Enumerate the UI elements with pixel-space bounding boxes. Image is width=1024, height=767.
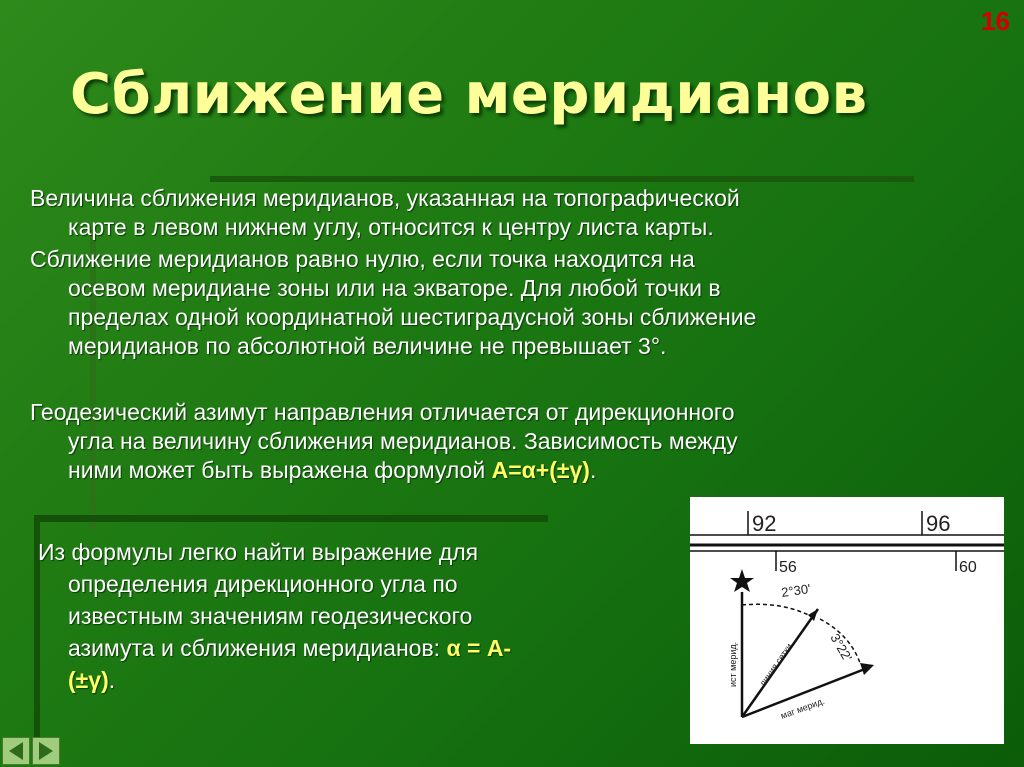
- label-angle-1: 2°30': [780, 581, 812, 600]
- paragraph-3-line-3-text: ними может быть выражена формулой: [68, 457, 492, 483]
- paragraph-2-line-2: осевом меридиане зоны или на экваторе. Для любой точки в: [68, 275, 721, 301]
- star-icon: [730, 569, 754, 592]
- label-96: 96: [926, 511, 951, 536]
- angle-arc-1: [742, 604, 816, 619]
- decorative-bar-middle: [34, 515, 548, 522]
- paragraph-4-line-3: известным значениям геодезического: [68, 603, 473, 629]
- magnetic-arrow-icon: [860, 663, 874, 675]
- paragraph-4-line-1: Из формулы легко найти выражение для: [38, 539, 479, 565]
- paragraph-4-line-4: [38, 632, 658, 664]
- slide-number: 16: [981, 6, 1010, 36]
- paragraph-2-line-3: пределах одной координатной шестиградусной зоны сближение: [68, 304, 757, 330]
- paragraph-3-line-3: [30, 456, 930, 485]
- paragraph-3-line-1: Геодезический азимут направления отличается от дирекционного: [30, 399, 735, 425]
- label-grid-line: линия сетки: [757, 641, 795, 689]
- label-magnetic-meridian: маг мерид.: [779, 695, 826, 721]
- label-56: 56: [779, 559, 797, 576]
- paragraph-4-line-4-text: азимута и сближения меридианов:: [68, 635, 447, 661]
- slide-title: Сближение меридианов: [70, 62, 868, 127]
- slide-navigation: [2, 737, 62, 765]
- paragraph-3: [30, 398, 930, 485]
- paragraph-1: [30, 184, 930, 242]
- label-60: 60: [959, 559, 977, 576]
- paragraph-3-suffix: .: [589, 457, 597, 483]
- paragraph-1-line-2: карте в левом нижнем углу, относится к центру листа карты.: [68, 214, 714, 240]
- label-true-meridian: ист мерид.: [728, 641, 738, 687]
- label-angle-2: 3°22': [827, 631, 856, 664]
- previous-slide-button[interactable]: [2, 737, 30, 765]
- paragraph-2-line-1: Сближение меридианов равно нулю, если точка находится на: [30, 246, 695, 272]
- next-slide-button[interactable]: [32, 737, 60, 765]
- arrow-right-icon: [39, 742, 53, 760]
- paragraph-4-suffix: .: [108, 667, 116, 693]
- formula-azimuth: А=α+(±γ): [491, 457, 590, 483]
- formula-directional-part2: (±γ): [68, 667, 109, 693]
- arrow-left-icon: [9, 742, 23, 760]
- paragraph-4-line-5: [38, 664, 658, 696]
- decorative-bar-top: [210, 176, 914, 182]
- paragraph-2: [30, 245, 930, 361]
- meridian-diagram-svg: [690, 497, 1004, 744]
- formula-directional-part1: α = А-: [446, 635, 512, 661]
- paragraph-1-line-1: Величина сближения меридианов, указанная на топографической: [30, 185, 740, 211]
- paragraph-4: [38, 536, 658, 696]
- meridian-diagram: [690, 497, 1004, 744]
- paragraph-2-line-4: меридианов по абсолютной величине не превышает 3°.: [68, 333, 667, 359]
- paragraph-3-line-2: угла на величину сближения меридианов. Зависимость между: [68, 428, 738, 454]
- paragraph-4-line-2: определения дирекционного угла по: [68, 571, 458, 597]
- label-92: 92: [752, 511, 777, 536]
